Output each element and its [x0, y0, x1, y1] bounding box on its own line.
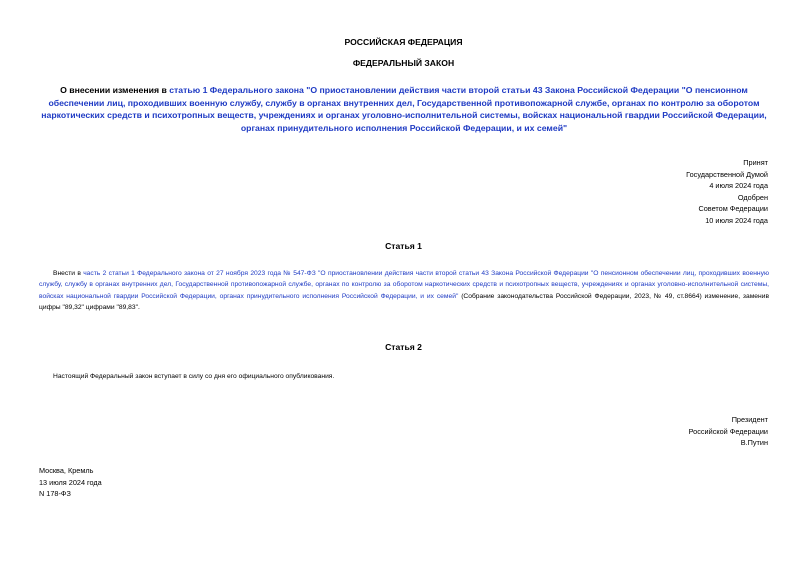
law-title-prefix: О внесении изменения в	[60, 85, 170, 95]
law-title	[34, 84, 774, 134]
adoption-line-duma-date: 4 июля 2024 года	[709, 181, 768, 191]
adoption-line-duma: Государственной Думой	[686, 169, 768, 179]
document-type-heading: ФЕДЕРАЛЬНЫЙ ЗАКОН	[352, 58, 455, 68]
article-1-text-start: Внести в	[53, 270, 84, 277]
adoption-line-council-date: 10 июля 2024 года	[705, 215, 768, 225]
law-number: N 178-ФЗ	[39, 489, 71, 499]
law-title-link[interactable]: статью 1 Федерального закона "О приостановлении действия части второй статьи 43 Закона Российской Федерации "О пенсионном обеспечении лиц, проходивших военную службу, службу в органах внутренних дел, Государственной противопожарной службе, органах по контролю за оборотом наркотических средств и психотропных веществ, учреждениях и органах уголовно-исполнительной системы, войсках национальной гвардии Российской Федерации, органах принудительного исполнения Российской Федерации, и их семей"	[41, 85, 767, 133]
adoption-block	[686, 157, 768, 227]
signature-block	[689, 414, 768, 449]
article-2-heading: Статья 2	[385, 342, 422, 352]
place: Москва, Кремль	[39, 466, 94, 475]
article-1-text	[39, 268, 769, 314]
article-1-heading: Статья 1	[385, 241, 422, 251]
place-date-block	[39, 465, 102, 500]
article-1-text-end: (Собрание законодательства Российской Федерации, 2023, № 49, ст.8664) изменение, заменив цифры "89,32" цифрами "89,83".	[39, 292, 770, 312]
signature-title: Президент	[731, 415, 768, 424]
adoption-line-council: Советом Федерации	[698, 204, 768, 214]
signature-name: В.Путин	[740, 438, 768, 448]
signing-date: 13 июля 2024 года	[39, 477, 102, 487]
adoption-line-approved: Одобрен	[737, 192, 768, 202]
adoption-line-accepted: Принят	[743, 158, 768, 167]
signature-country: Российской Федерации	[688, 426, 768, 436]
article-2-text: Настоящий Федеральный закон вступает в силу со дня его официального опубликования.	[53, 373, 335, 380]
article-1-law-link[interactable]: часть 2 статьи 1 Федерального закона от 27 ноября 2023 года № 547-ФЗ "О приостановлении действия части второй статьи 43 Закона Российской Федерации "О пенсионном обеспечении лиц, проходивших военную службу, службу в органах внутренних дел, Государственной противопожарной службе, органах по контролю за оборотом наркотических средств и психотропных веществ, учреждениях и органах уголовно-исполнительной системы, войсках национальной гвардии Российской Федерации, органах принудительного исполнения Российской Федерации, и их семей"	[39, 270, 769, 300]
country-heading: РОССИЙСКАЯ ФЕДЕРАЦИЯ	[344, 37, 463, 47]
